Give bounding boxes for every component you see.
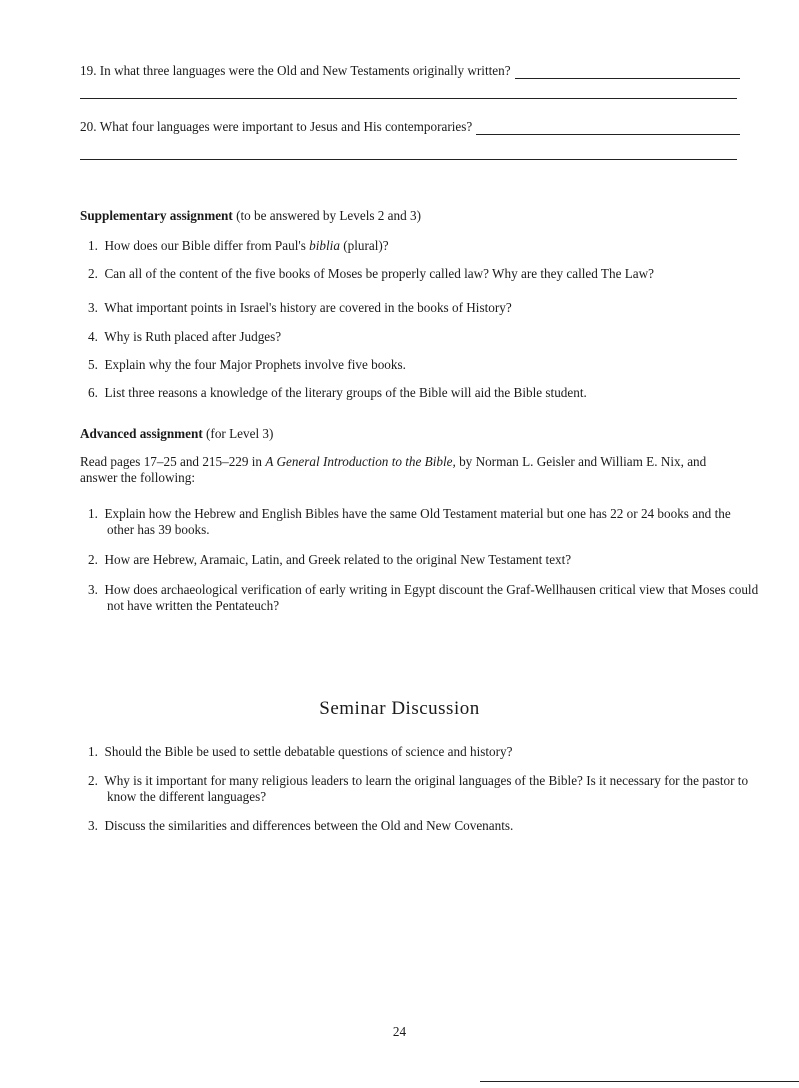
supplementary-item — [88, 300, 759, 316]
book-title: A General Introduction to the Bible, — [265, 454, 456, 469]
item-number: 1. — [88, 744, 98, 759]
intro-text: Read pages 17–25 and 215–229 in — [80, 454, 266, 469]
item-text: Why is it important for many religious leaders to learn the original languages of the Bible? Is it necessary for the pastor to know the different languages? — [104, 773, 749, 804]
supplementary-heading — [80, 208, 421, 224]
page-number: 24 — [392, 1024, 407, 1039]
seminar-item — [88, 773, 759, 805]
page-edge-line — [480, 1081, 799, 1082]
item-text: (plural)? — [339, 238, 389, 253]
question-19 — [80, 63, 740, 79]
question-number: 19. — [80, 63, 97, 78]
item-number: 3. — [88, 582, 98, 597]
answer-blank[interactable] — [515, 67, 740, 79]
intro-text: by Norman L. Geisler and William E. Nix, and answer the following: — [80, 454, 707, 485]
item-text: How does archaeological verification of early writing in Egypt discount the Graf-Wellhausen critical view that Moses could not have written the Pentateuch? — [104, 582, 759, 613]
answer-line[interactable] — [80, 98, 737, 99]
supplementary-item — [88, 266, 759, 282]
seminar-title: Seminar Discussion — [319, 698, 480, 719]
advanced-item — [88, 582, 759, 614]
question-20 — [80, 119, 740, 135]
item-text: How does our Bible differ from Paul's — [104, 238, 310, 253]
advanced-item — [88, 552, 759, 568]
heading-bold: Advanced assignment — [80, 426, 203, 441]
item-text: How are Hebrew, Aramaic, Latin, and Greek related to the original New Testament text? — [104, 552, 572, 567]
answer-line[interactable] — [80, 159, 737, 160]
item-number: 2. — [88, 773, 98, 788]
item-number: 6. — [88, 385, 98, 400]
item-text: Discuss the similarities and differences between the Old and New Covenants. — [104, 818, 514, 833]
item-number: 3. — [88, 818, 98, 833]
supplementary-item — [88, 238, 759, 254]
answer-blank[interactable] — [476, 123, 740, 135]
item-number: 4. — [88, 329, 98, 344]
item-number: 5. — [88, 357, 98, 372]
item-number: 2. — [88, 552, 98, 567]
item-text: Explain how the Hebrew and English Bibles have the same Old Testament material but one has 22 or 24 books and the other has 39 books. — [104, 506, 731, 537]
item-text: Explain why the four Major Prophets involve five books. — [104, 357, 406, 372]
item-text: What important points in Israel's history are covered in the books of History? — [104, 300, 512, 315]
item-text: Can all of the content of the five books of Moses be properly called law? Why are they called The Law? — [104, 266, 655, 281]
item-number: 2. — [88, 266, 98, 281]
item-number: 3. — [88, 300, 98, 315]
item-italic: biblia — [309, 238, 340, 253]
advanced-heading — [80, 426, 273, 442]
supplementary-item — [88, 385, 759, 401]
item-text: List three reasons a knowledge of the literary groups of the Bible will aid the Bible student. — [104, 385, 587, 400]
supplementary-item — [88, 329, 759, 345]
question-text: What four languages were important to Jesus and His contemporaries? — [99, 119, 473, 134]
item-text: Why is Ruth placed after Judges? — [104, 329, 282, 344]
item-number: 1. — [88, 506, 98, 521]
heading-note: (for Level 3) — [206, 426, 274, 441]
question-text: In what three languages were the Old and New Testaments originally written? — [99, 63, 511, 78]
heading-note: (to be answered by Levels 2 and 3) — [236, 208, 422, 223]
item-number: 1. — [88, 238, 98, 253]
item-text: Should the Bible be used to settle debatable questions of science and history? — [104, 744, 513, 759]
seminar-item — [88, 744, 759, 760]
supplementary-item — [88, 357, 759, 373]
heading-bold: Supplementary assignment — [80, 208, 233, 223]
question-number: 20. — [80, 119, 97, 134]
seminar-item — [88, 818, 759, 834]
advanced-item — [88, 506, 759, 538]
advanced-intro — [80, 454, 740, 486]
